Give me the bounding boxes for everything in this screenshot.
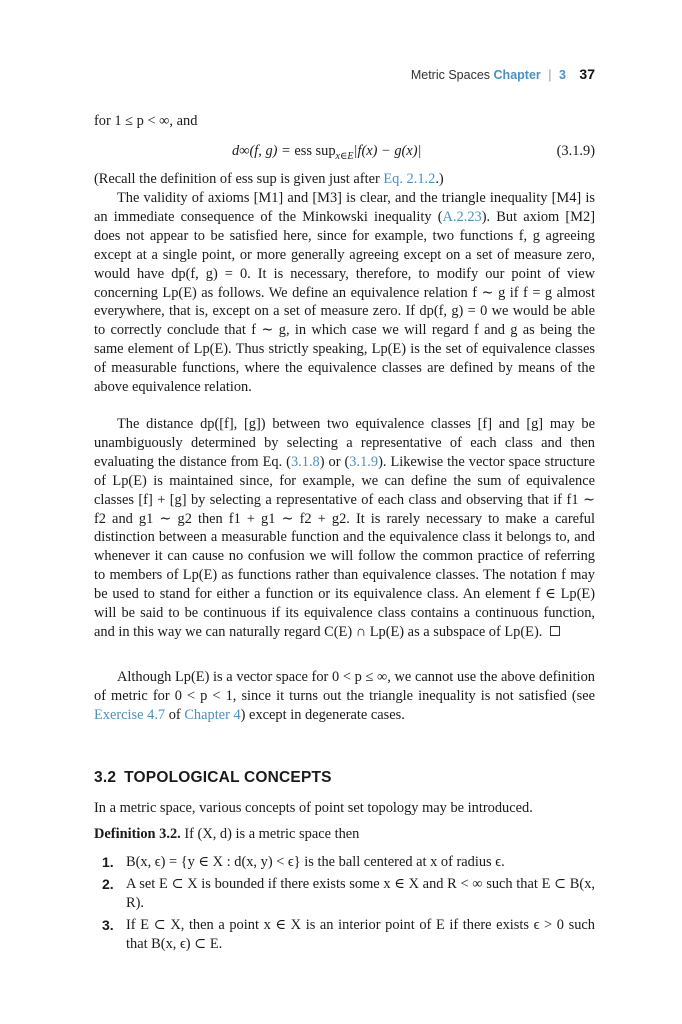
- running-head-chapter-label: Chapter: [493, 68, 541, 82]
- paragraph-validity: [94, 189, 595, 397]
- list-item-number: 1.: [102, 854, 114, 870]
- qed-box-icon: [550, 626, 560, 636]
- list-item-text: If E ⊂ X, then a point x ∈ X is an interior point of E if there exists ϵ > 0 such that B(x, ϵ) ⊂ E.: [126, 916, 595, 952]
- definition-label: Definition 3.2.: [94, 826, 181, 842]
- definition-list: [94, 853, 595, 957]
- definition-3-2: [94, 826, 595, 843]
- list-item: [94, 875, 595, 913]
- equation-number: (3.1.9): [556, 143, 595, 159]
- recall-text-a: (Recall the definition of ess sup is given just after: [94, 171, 384, 187]
- list-item: [94, 853, 595, 872]
- page-number: 37: [579, 66, 595, 82]
- section-intro: In a metric space, various concepts of point set topology may be introduced.: [94, 800, 533, 816]
- equation-formula: [232, 143, 421, 162]
- list-item-number: 2.: [102, 875, 114, 892]
- intro-line: for 1 ≤ p < ∞, and: [94, 113, 198, 129]
- running-head-chapter-number: 3: [558, 68, 566, 82]
- validity-text-b: ). But axiom [M2] does not appear to be satisfied here, since for example, two functions f, g agreeing except at a single point, or more generally agreeing except on a set of measure zero, would have dp(f, g) = 0. It is necessary, therefore, to modify our point of view concerning Lp(E) as follows. We define an equivalence relation f ∼ g if f = g almost everywhere, that is, except on a set of measure zero. If dp(f, g) = 0 we would be able to correctly conclude that f ∼ g, in which case we will regard f and g as being the same element of Lp(E). Thus strictly speaking, Lp(E) is the set of equivalence classes of measurable functions, where the equivalence classes are defined by means of the above equivalence relation.: [94, 208, 595, 396]
- running-head-separator: |: [548, 68, 552, 82]
- list-item-text: A set E ⊂ X is bounded if there exists some x ∈ X and R < ∞ such that E ⊂ B(x, R).: [126, 875, 595, 911]
- list-item: [94, 916, 595, 954]
- validity-text-a: The validity of axioms [M1] and [M3] is clear, and the triangle inequality [M4] is an immediate consequence of the Minkowski inequality (: [94, 190, 595, 225]
- link-a-2-23[interactable]: A.2.23: [442, 208, 482, 225]
- list-item-number: 3.: [102, 916, 114, 933]
- recall-text-b: .): [435, 171, 444, 187]
- link-eq-3-1-9[interactable]: 3.1.9: [349, 453, 379, 470]
- link-chapter-4[interactable]: Chapter 4: [184, 706, 241, 723]
- paragraph-recall: [94, 170, 595, 189]
- distance-text-b: ) or (: [319, 453, 350, 470]
- although-text-c: ) except in degenerate cases.: [240, 706, 405, 723]
- equation-ess-sup: ess sup: [294, 143, 336, 159]
- running-head: [195, 66, 595, 82]
- definition-text: If (X, d) is a metric space then: [180, 826, 360, 842]
- section-number: 3.2: [94, 769, 117, 786]
- link-eq-3-1-8[interactable]: 3.1.8: [290, 453, 320, 470]
- link-eq-2-1-2[interactable]: Eq. 2.1.2: [383, 171, 436, 187]
- distance-text-c: ). Likewise the vector space structure of Lp(E) is maintained since, for example, we can define the sum of equivalence classes [f] + [g] by selecting a representative of each class and observing that if f1 ∼ f2 and g1 ∼ g2 then f1 + g1 ∼ f2 + g2. It is rarely necessary to make a careful distinction between a measurable function and the equivalence class it belongs to, and whenever it can cause no confusion we will follow the common practice of referring to members of Lp(E) as functions rather than equivalence classes. The notation f may be used to stand for either a function or its equivalence class. An element f ∈ Lp(E) will be said to be continuous if its equivalence class contains a continuous function, and in this way we can naturally regard C(E) ∩ Lp(E) as a subspace of Lp(E).: [94, 453, 595, 640]
- running-head-section: Metric Spaces: [410, 68, 491, 82]
- equation-subscript: x∈E: [335, 150, 354, 162]
- paragraph-distance: [94, 415, 595, 642]
- list-item-text: B(x, ϵ) = {y ∈ X : d(x, y) < ϵ} is the ball centered at x of radius ϵ.: [126, 854, 505, 870]
- section-heading: [94, 769, 340, 787]
- section-title: TOPOLOGICAL CONCEPTS: [124, 769, 332, 786]
- although-text-a: Although Lp(E) is a vector space for 0 < p ≤ ∞, we cannot use the above definition of metric for 0 < p < 1, since it turns out the triangle inequality is not satisfied (see: [94, 669, 595, 704]
- paragraph-although: [94, 668, 595, 725]
- equation-3-1-9: [94, 143, 595, 163]
- equation-lhs: d∞(f, g) =: [232, 143, 295, 159]
- equation-rhs: |f(x) − g(x)|: [353, 143, 422, 159]
- distance-text-a: The distance dp([f], [g]) between two equivalence classes [f] and [g] may be unambiguously determined by selecting a representative of each class and then evaluating the distance from Eq. (: [94, 416, 595, 470]
- although-text-b: of: [165, 706, 185, 723]
- link-exercise-4-7[interactable]: Exercise 4.7: [94, 706, 166, 723]
